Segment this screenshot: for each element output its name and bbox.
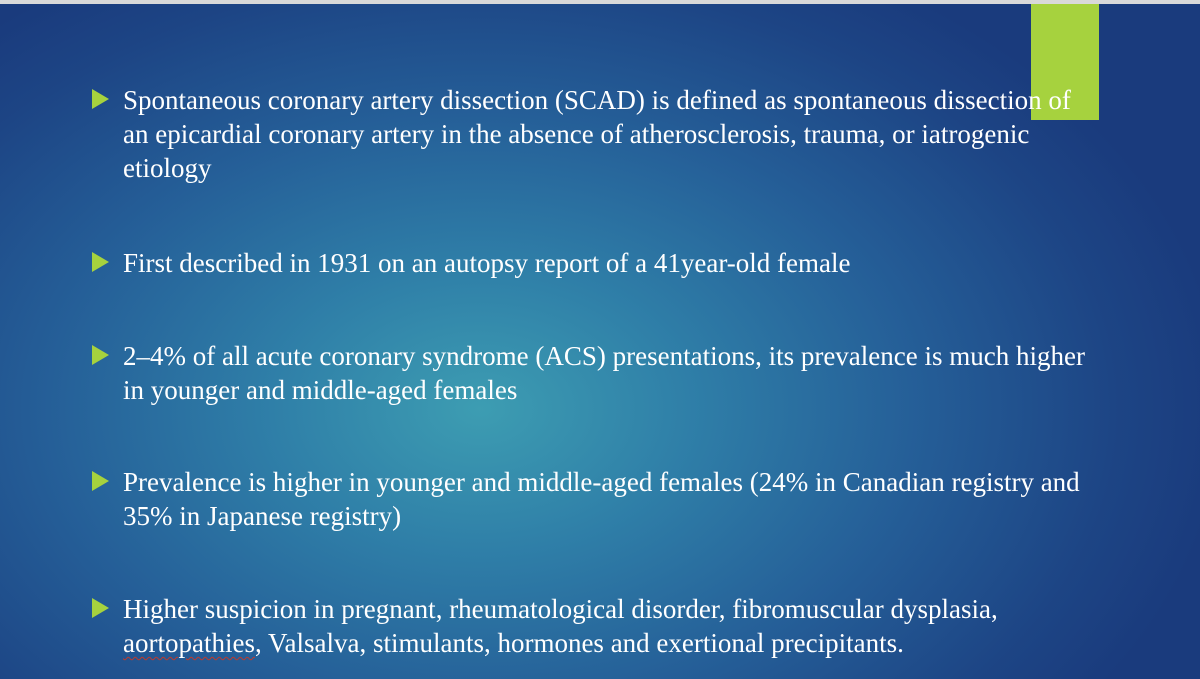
bullet-item-4 — [92, 465, 1092, 533]
bullet-text-5-part-1: Higher suspicion in pregnant, rheumatological disorder, fibromuscular dysplasia, — [123, 594, 998, 624]
bullet-arrow-icon — [92, 252, 109, 272]
bullet-text-3: 2–4% of all acute coronary syndrome (ACS) presentations, its prevalence is much higher in younger and middle-aged females — [123, 341, 1085, 405]
bullet-arrow-icon — [92, 89, 109, 109]
bullet-item-1 — [92, 83, 1092, 185]
bullet-text-4: Prevalence is higher in younger and middle-aged females (24% in Canadian registry and 35% in Japanese registry) — [123, 467, 1080, 531]
bullet-item-5 — [92, 592, 1092, 660]
spellcheck-flagged-word[interactable]: aortopathies — [123, 628, 255, 658]
bullet-text-5-part-2: , Valsalva, stimulants, hormones and exertional precipitants. — [254, 628, 904, 658]
bullet-arrow-icon — [92, 471, 109, 491]
bullet-item-3 — [92, 339, 1092, 407]
bullet-arrow-icon — [92, 598, 109, 618]
bullet-text-1: Spontaneous coronary artery dissection (SCAD) is defined as spontaneous dissection of an epicardial coronary artery in the absence of atherosclerosis, trauma, or iatrogenic etiology — [123, 85, 1071, 183]
bullet-text-5 — [123, 592, 1092, 660]
presentation-slide — [0, 4, 1200, 679]
bullet-item-2 — [92, 246, 1092, 280]
bullet-arrow-icon — [92, 345, 109, 365]
bullet-text-2: First described in 1931 on an autopsy report of a 41year-old female — [123, 248, 851, 278]
